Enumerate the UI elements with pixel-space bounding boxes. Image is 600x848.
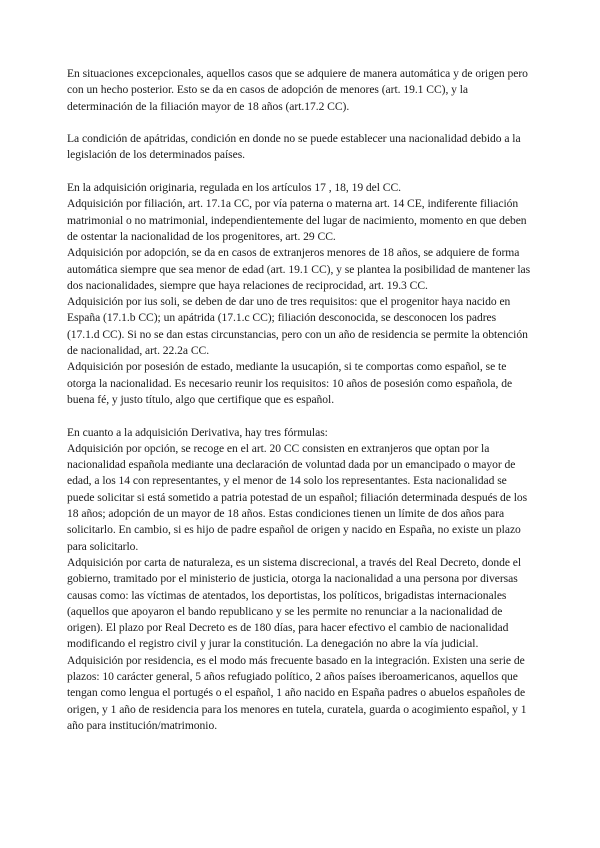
paragraph-original-acquisition: En la adquisición originaria, regulada en los artículos 17 , 18, 19 del CC. — [67, 181, 402, 195]
paragraph-residence: Adquisición por residencia, es el modo más frecuente basado en la integración. Existen una serie de plazos: 10 carácter general, 5 años refugiado político, 2 años países iberoamericanos, aquellos que tengan como lengua el portugés o el español, 1 año nacido en España padres o abuelos españoles de origen, y 1 año de residencia para los menores en tutela, curatela, guarda o acogimiento español, y 1 año para institución/matrimonio. — [67, 653, 527, 732]
paragraph-possession-of-status: Adquisición por posesión de estado, mediante la usucapión, si te comportas como español, se te otorga la nacionalidad. Es necesario reunir los requisitos: 10 años de posesión como española, de buena fé, y justo título, algo que certifique que es español. — [67, 360, 513, 406]
paragraph-adoption: Adquisición por adopción, se da en casos de extranjeros menores de 18 años, se adquiere de forma automática siempre que sea menor de edad (art. 19.1 CC), y se plantea la posibilidad de mantener las dos nacionalidades, siempre que haya relaciones de reciprocidad, art. 19.3 CC. — [67, 246, 531, 292]
paragraph-gap — [67, 164, 531, 180]
document-page — [67, 66, 531, 734]
paragraph-gap — [67, 115, 531, 131]
paragraph-filiation: Adquisición por filiación, art. 17.1a CC, por vía paterna o materna art. 14 CE, indiferente filiación matrimonial o no matrimonial, independientemente del lugar de nacimiento, momento en que deben de ostentar la nacionalidad de los progenitores, art. 29 CC. — [67, 197, 527, 243]
paragraph-option: Adquisición por opción, se recoge en el art. 20 CC consisten en extranjeros que optan por la nacionalidad española mediante una declaración de voluntad dada por un emancipado o mayor de edad, a los 14 con representantes, y el menor de 14 solo los representantes. Esta nacionalidad se puede solicitar si está sometido a patria potestad de un español; filiación determinada después de los 18 años; adopción de un mayor de 18 años. Estas condiciones tienen un límite de dos años para solicitarlo. En cambio, si es hijo de padre español de origen y nacido en España, no existe un plazo para solicitarlo. — [67, 441, 528, 553]
paragraph-derivative-acquisition: En cuanto a la adquisición Derivativa, hay tres fórmulas: — [67, 425, 328, 439]
paragraph-stateless: La condición de apátridas, condición en donde no se puede establecer una nacionalidad debido a la legislación de los determinados países. — [67, 132, 521, 162]
paragraph-naturalization-letter: Adquisición por carta de naturaleza, es un sistema discrecional, a través del Real Decreto, donde el gobierno, tramitado por el ministerio de justicia, otorga la nacionalidad a una persona por diversas causas como: las víctimas de atentados, los deportistas, los políticos, brigadistas internacionales (aquellos que apoyaron el bando republicano y se les permite no renunciar a la nacionalidad de origen). El plazo por Real Decreto es de 180 días, para hacer efectivo el cambio de nacionalidad modificando el registro civil y jurar la constitución. La denegación no abre la vía judicial. — [67, 555, 522, 651]
paragraph-ius-soli: Adquisición por ius soli, se deben de dar uno de tres requisitos: que el progenitor haya nacido en España (17.1.b CC); un apátrida (17.1.c CC); filiación desconocida, se desconocen los padres (17.1.d CC). Si no se dan estas circunstancias, pero con un año de residencia se permite la obtención de nacionalidad, art. 22.2a CC. — [67, 295, 528, 358]
paragraph-gap — [67, 408, 531, 424]
paragraph-exceptional-cases: En situaciones excepcionales, aquellos casos que se adquiere de manera automática y de origen pero con un hecho posterior. Esto se da en casos de adopción de menores (art. 19.1 CC), y la determinación de la filiación mayor de 18 años (art.17.2 CC). — [67, 67, 528, 113]
